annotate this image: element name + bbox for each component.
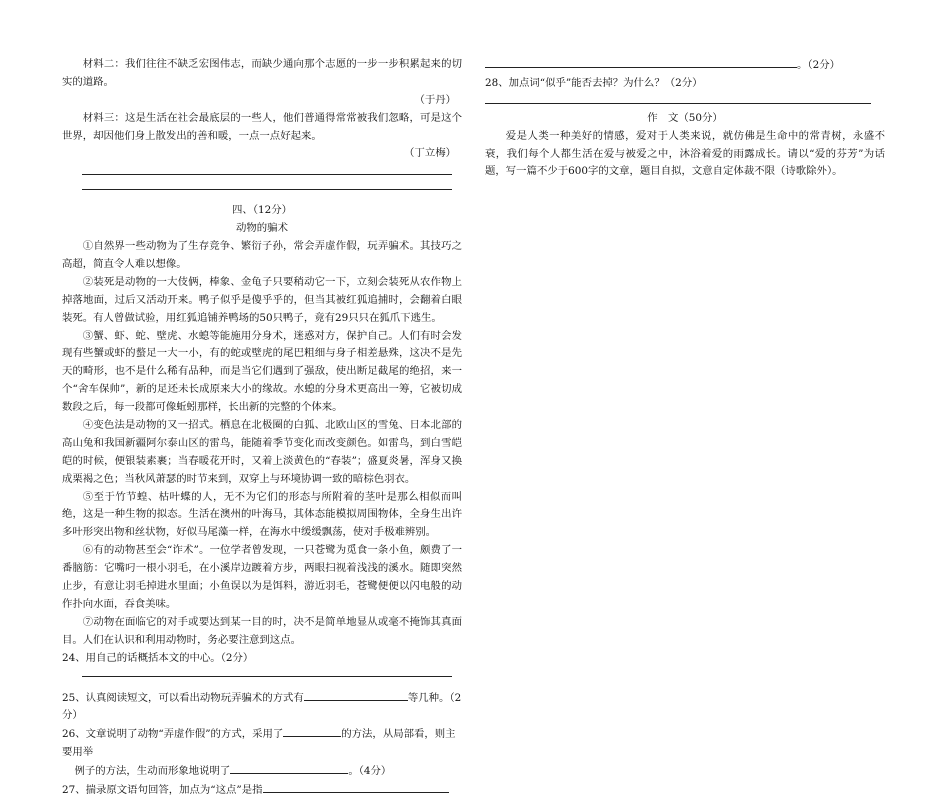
paragraph-3: ③蟹、虾、蛇、壁虎、水螅等能施用分身术，迷惑对方，保护自己。人们有时会发 现有些蟹或虾的螯足一大一小，有的蛇或壁虎的尾巴粗细与身子相差悬殊，这决不是先天的畸形，也不是什么稀有品种，而是当它们遇到了强敌，使出断足截尾的绝招，来一个“舍车保帅”，新的足还未长成原来大小的缘故。水螅的分身术更高出一筹，它被切成数段之后，每一段都可像蚯蚓那样，长出新的完整的个体来。 bbox=[62, 329, 473, 414]
question-27-continuation bbox=[485, 56, 885, 75]
answer-blank[interactable] bbox=[485, 56, 797, 68]
question-25-text: 25、认真阅读短文，可以看出动物玩弄骗术的方式有 bbox=[62, 691, 304, 704]
question-27-score: 。（2分） bbox=[797, 59, 840, 71]
material-three: 材料三：这是生活在社会最底层的一些人，他们普通得常常被我们忽略，可是这个世界，却因他们身上散发出的善和暖，一点一点好起来。 bbox=[62, 111, 462, 142]
essay-prompt: 爱是人类一种美好的情感，爱对于人类来说，就仿佛是生命中的常青树，永盛不衰，我们每个人都生活在爱与被爱之中，沐浴着爱的雨露成长。请以“爱的芬芳”为话题，写一篇不少于600字的文章，题目自拟，文意自定体裁不限（诗歌除外）。 bbox=[485, 129, 885, 178]
answer-blank[interactable] bbox=[304, 689, 408, 701]
article-title: 动物的骗术 bbox=[236, 222, 288, 235]
material-two-author: （于丹） bbox=[414, 93, 456, 106]
material-two: 材料二：我们往往不缺乏宏图伟志，而缺少通向那个志愿的一步一步积累起来的切实的道路。 bbox=[62, 58, 462, 88]
answer-blank[interactable] bbox=[283, 725, 341, 737]
question-26-text: 26、文章说明了动物“弄虚作假”的方式，采用了 bbox=[62, 728, 284, 741]
question-25-score: 等几种。（2分） bbox=[62, 691, 462, 722]
question-25 bbox=[62, 689, 462, 726]
answer-line[interactable] bbox=[485, 103, 871, 104]
right-column bbox=[485, 56, 885, 181]
answer-line[interactable] bbox=[82, 174, 452, 175]
answer-line[interactable] bbox=[82, 189, 452, 190]
paragraph-5: ⑤至于竹节蝗、枯叶蝶的人，无不为它们的形态与所附着的茎叶是那么相似而叫绝，这是一种生物的拟态。生活在澳州的叶海马，其体态能模拟周围物体，全身生出许多叶形突出物和丝状物，好似马尾藻一样，在海水中缓缓飘荡，使对手极难辨别。 bbox=[62, 490, 462, 539]
answer-line[interactable] bbox=[82, 676, 452, 677]
question-27-text: 27、揣录原文语句回答，加点为“这点”是指 bbox=[62, 783, 263, 796]
paragraph-2: ②装死是动物的一大伎俩，棒象、金龟子只要稍动它一下，立刻会装死从农作物上掉落地面，过后又活动开来。鸭子似乎是傻乎乎的，但当其被红狐追捕时，会翻着白眼装死。有人曾做试验，用红狐追铺养鸭场的50只鸭子，竟有29只只在狐爪下逃生。 bbox=[62, 275, 462, 324]
question-26-score: 。（4分） bbox=[348, 765, 392, 778]
paragraph-6: ⑥有的动物甚至会“诈术”。一位学者曾发现，一只苍鹭为觅食一条小鱼，颇费了一番脑筋：它嘴叼一根小羽毛，在小溪岸边踱着方步，两眼扫视着浅浅的溪水。随即突然止步，有意让羽毛掉进水里面；小鱼误以为是饵料，游近羽毛，苍鹭便便以闪电般的动作扑向水面，吞食美味。 bbox=[62, 544, 462, 610]
question-28: 28、加点词“似乎”能否去掉？为什么？（2分） bbox=[485, 76, 703, 89]
question-26 bbox=[62, 725, 462, 762]
essay-heading: 作 文（50分） bbox=[647, 111, 723, 124]
question-24: 24、用自己的话概括本文的中心。（2分） bbox=[62, 651, 254, 664]
section-heading: 四、（12分） bbox=[232, 204, 292, 217]
material-three-author: （丁立梅） bbox=[404, 147, 456, 160]
question-26-cont bbox=[62, 762, 462, 781]
paragraph-1: ①自然界一些动物为了生存竞争、繁衍子孙，常会弄虚作假，玩弄骗术。其技巧之高超，简直令人难以想像。 bbox=[62, 240, 462, 271]
question-26-text-2: 的方法，从局部看，则主要用举 bbox=[62, 728, 456, 759]
question-26-text-3: 例子的方法，生动而形象地说明了 bbox=[74, 765, 231, 778]
answer-blank[interactable] bbox=[263, 781, 449, 793]
paragraph-7: ⑦动物在面临它的对手或要达到某一目的时，决不是简单地显从或毫不掩饰其真面目。人们在认识和利用动物时，务必要注意到这点。 bbox=[62, 615, 462, 646]
left-column bbox=[62, 56, 473, 800]
question-27 bbox=[62, 781, 462, 800]
paragraph-4: ④变色法是动物的又一招式。栖息在北极圈的白狐、北欧山区的雪兔、日本北部的高山兔和我国新疆阿尔泰山区的雷鸟，能随着季节变化而改变颜色。如雷鸟，到白雪皑皑的时候，便银装素裹；当春暖花开时，又着上淡黄色的“春装”；盛夏炎暑，浑身又换成栗褐之色；当秋风萧瑟的时节来到，双穿上与环境协调一致的暗棕色羽衣。 bbox=[62, 419, 462, 485]
answer-blank[interactable] bbox=[230, 762, 348, 774]
